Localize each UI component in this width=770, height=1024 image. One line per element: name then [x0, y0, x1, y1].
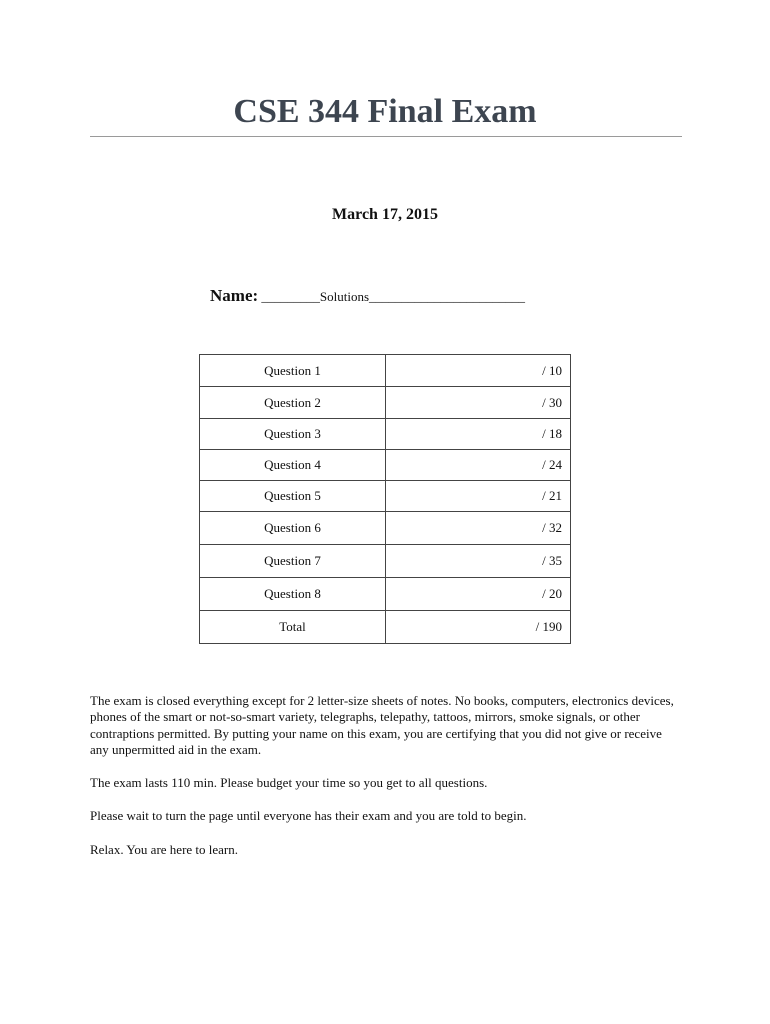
question-label: Question 6 — [200, 512, 386, 545]
instruction-paragraph: Please wait to turn the page until everyone has their exam and you are told to begin. — [90, 808, 527, 824]
table-row — [200, 450, 571, 481]
exam-date: March 17, 2015 — [332, 206, 438, 223]
page-title: CSE 344 Final Exam — [233, 93, 537, 130]
table-row — [200, 387, 571, 419]
name-label: Name: — [210, 286, 259, 305]
table-row — [200, 419, 571, 450]
question-points: / 20 — [386, 578, 571, 611]
instruction-paragraph: Relax. You are here to learn. — [90, 841, 239, 857]
question-label: Question 1 — [200, 355, 386, 387]
table-row — [200, 355, 571, 387]
table-row — [200, 545, 571, 578]
question-label: Question 8 — [200, 578, 386, 611]
question-label: Question 4 — [200, 450, 386, 481]
question-points: / 32 — [386, 512, 571, 545]
question-points: / 30 — [386, 387, 571, 419]
question-points: / 10 — [386, 355, 571, 387]
table-row — [200, 512, 571, 545]
question-label: Question 3 — [200, 419, 386, 450]
question-points: / 21 — [386, 481, 571, 512]
question-points: / 18 — [386, 419, 571, 450]
question-label: Question 7 — [200, 545, 386, 578]
title-divider — [90, 136, 682, 137]
table-row — [200, 481, 571, 512]
table-row — [200, 578, 571, 611]
question-label: Question 2 — [200, 387, 386, 419]
score-table — [199, 354, 571, 644]
name-value: _________Solutions________________________ — [261, 289, 526, 304]
instruction-paragraph: The exam lasts 110 min. Please budget your time so you get to all questions. — [90, 775, 488, 791]
total-label: Total — [200, 611, 386, 644]
instruction-paragraph: The exam is closed everything except for 2 letter-size sheets of notes. No books, computers, electronics devices, phones of the smart or not-so-smart variety, telegraphs, telepathy, tattoos, mirrors, smoke signals, or other contraptions permitted. By putting your name on this exam, you are certifying that you did not give or receive any unpermitted aid in the exam. — [90, 693, 674, 757]
question-points: / 24 — [386, 450, 571, 481]
question-label: Question 5 — [200, 481, 386, 512]
exam-instructions — [90, 693, 680, 875]
question-points: / 35 — [386, 545, 571, 578]
total-points: / 190 — [386, 611, 571, 644]
name-field — [210, 286, 525, 307]
total-row — [200, 611, 571, 644]
